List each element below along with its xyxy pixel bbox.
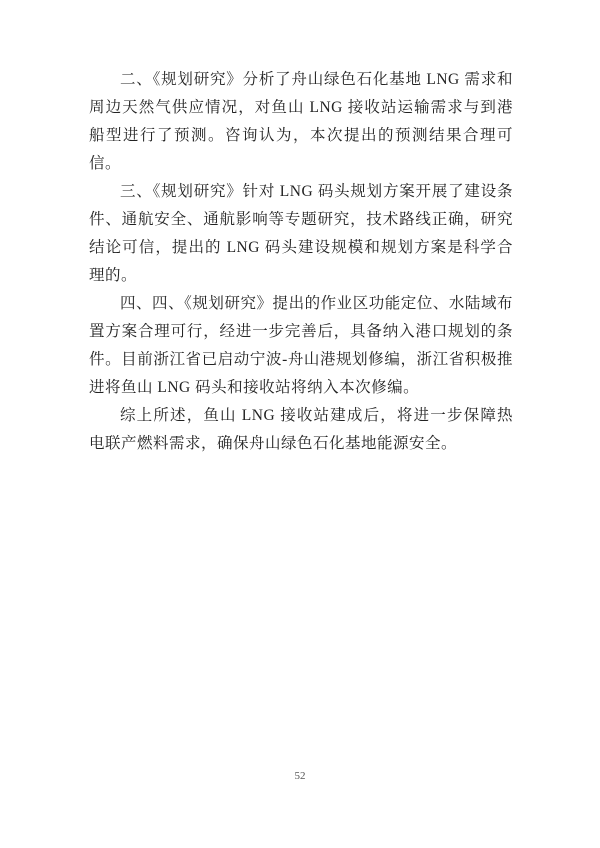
paragraph-item-4: 四、四、《规划研究》提出的作业区功能定位、水陆域布置方案合理可行，经进一步完善后，具备纳入港口规划的条件。目前浙江省已启动宁波-舟山港规划修编，浙江省积极推进将鱼山 LNG 码头和接收站将纳入本次修编。 bbox=[89, 295, 513, 396]
paragraph-item-2: 二、《规划研究》分析了舟山绿色石化基地 LNG 需求和周边天然气供应情况，对鱼山 LNG 接收站运输需求与到港船型进行了预测。咨询认为，本次提出的预测结果合理可信。 bbox=[89, 71, 513, 172]
page-number: 52 bbox=[294, 770, 306, 782]
paragraph-item-3: 三、《规划研究》针对 LNG 码头规划方案开展了建设条件、通航安全、通航影响等专题研究，技术路线正确，研究结论可信，提出的 LNG 码头建设规模和规划方案是科学合理的。 bbox=[89, 183, 513, 284]
document-body bbox=[89, 66, 513, 458]
paragraph-conclusion: 综上所述，鱼山 LNG 接收站建成后，将进一步保障热电联产燃料需求，确保舟山绿色石化基地能源安全。 bbox=[89, 407, 513, 452]
